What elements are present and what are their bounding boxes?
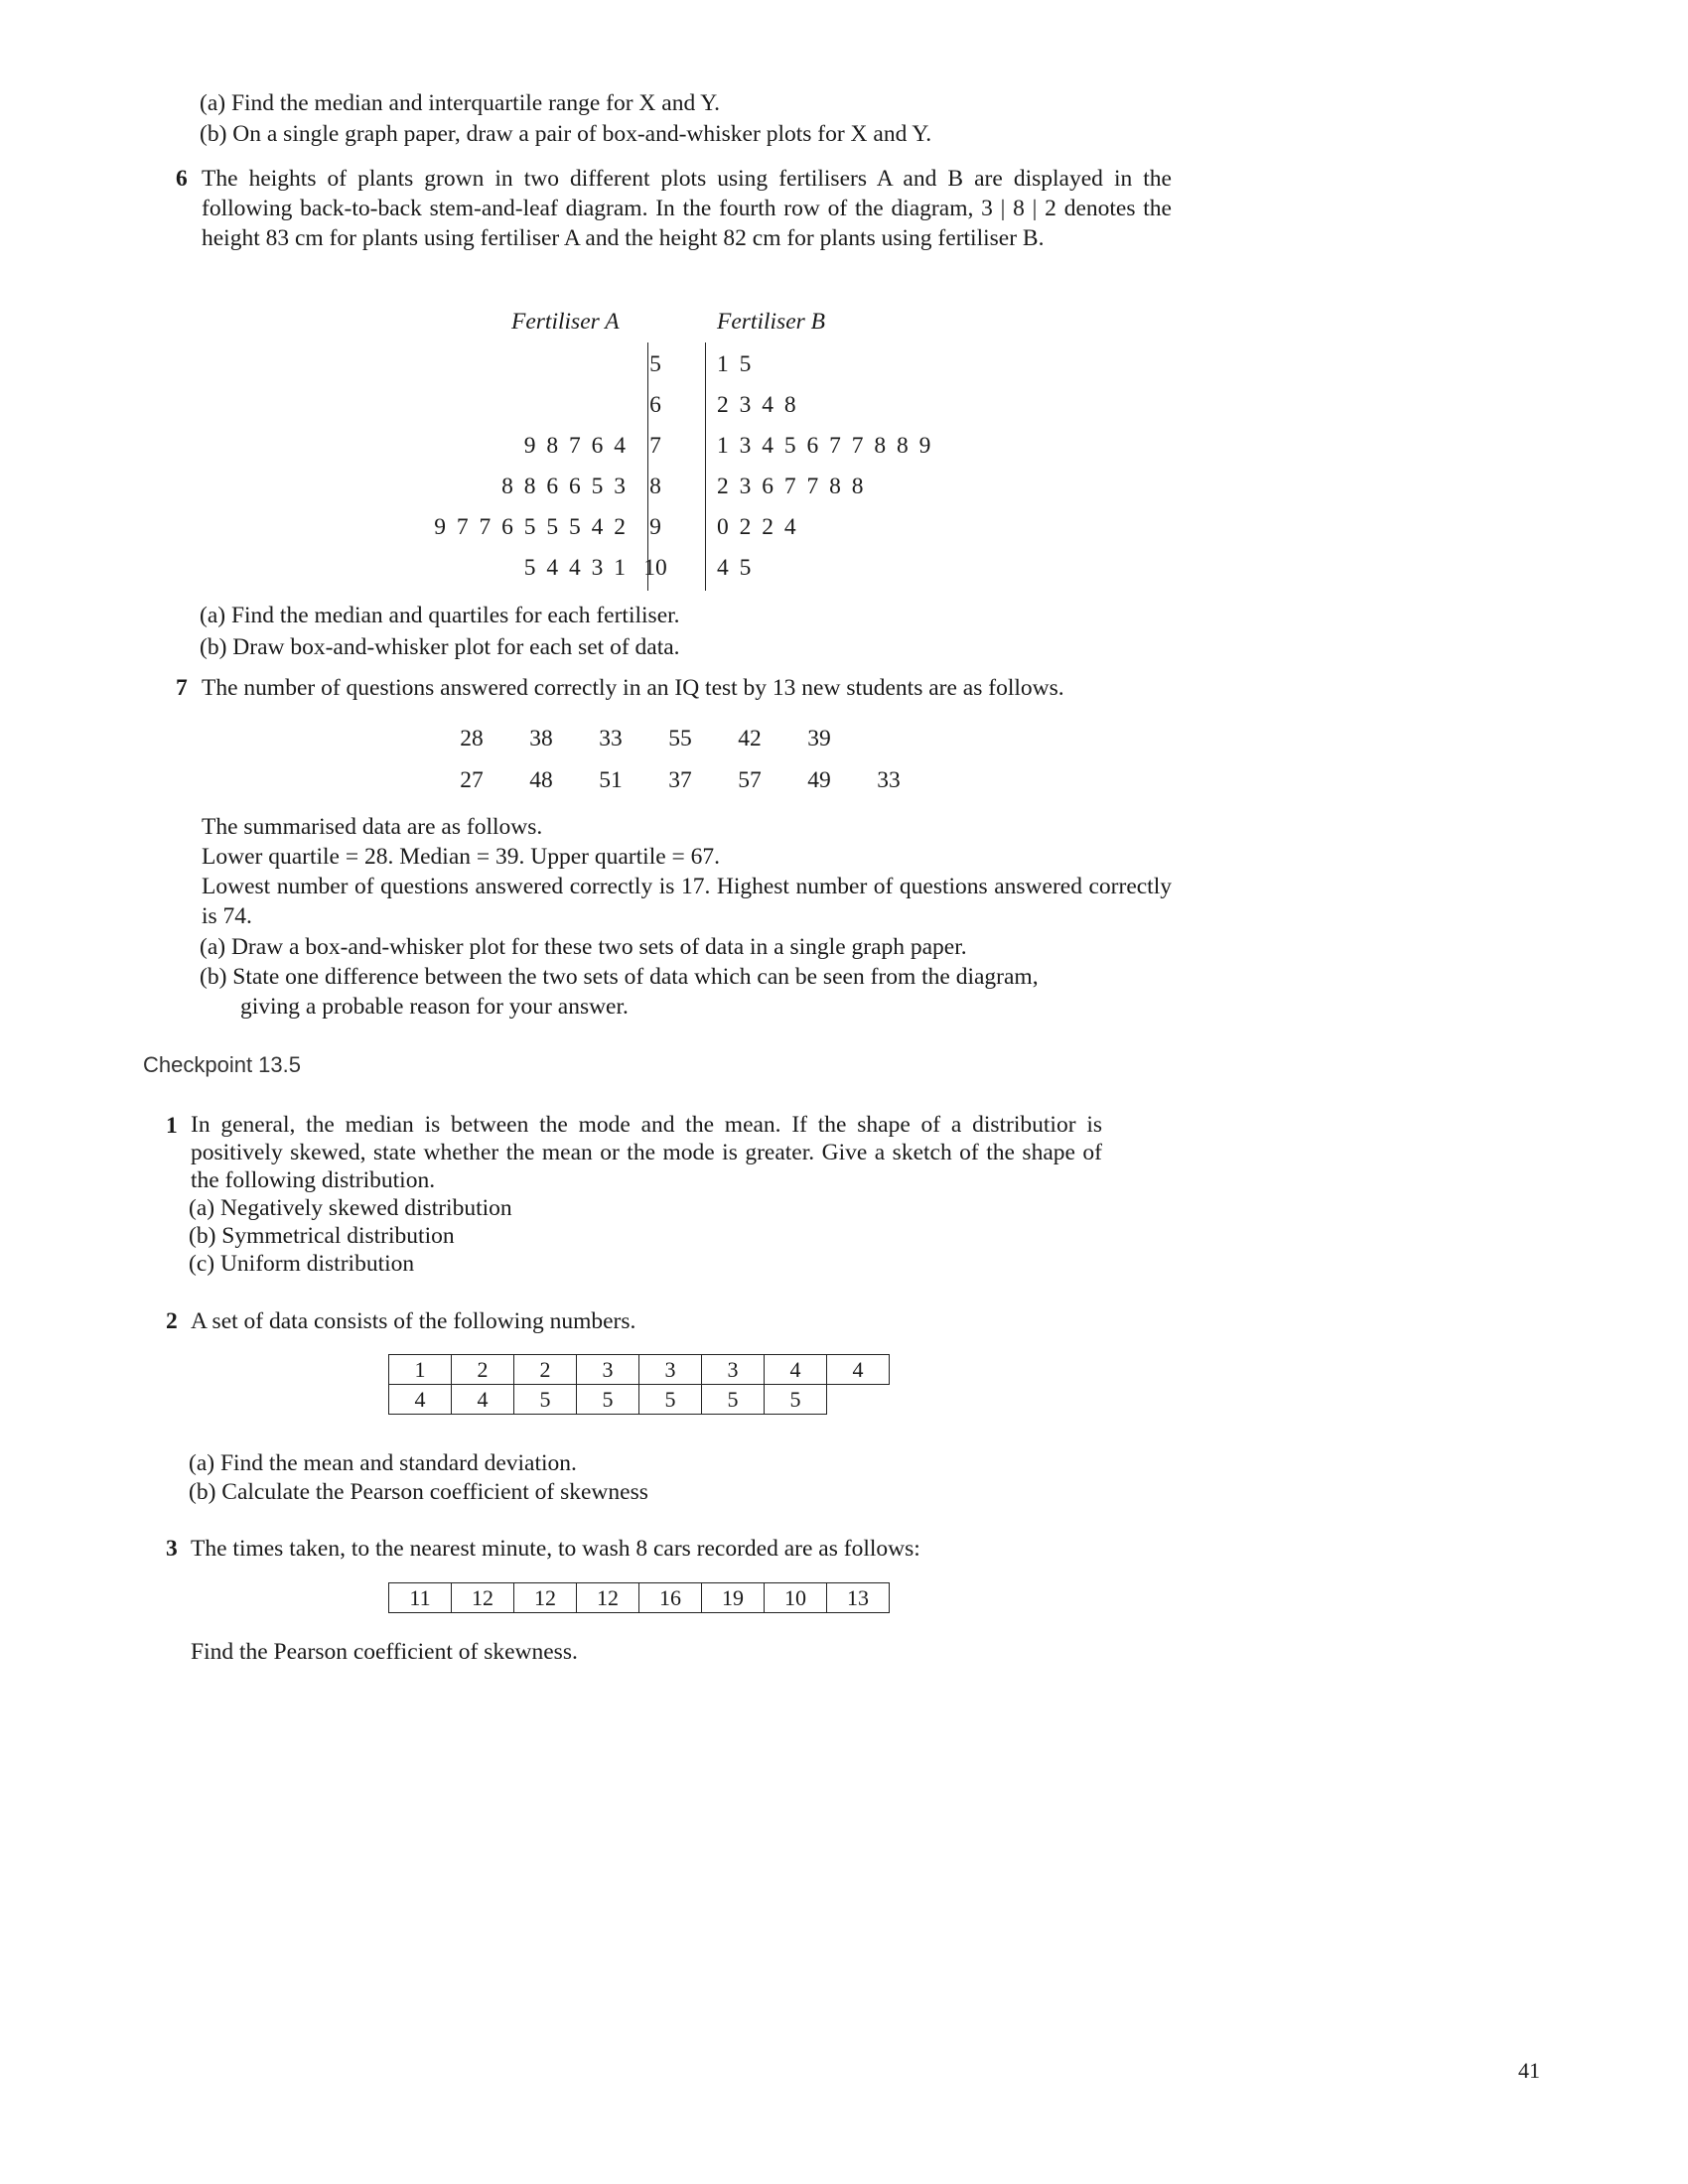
checkpoint-1-part-a: (a) Negatively skewed distribution xyxy=(189,1195,512,1221)
checkpoint-2-part-b: (b) Calculate the Pearson coefficient of skewness xyxy=(189,1479,648,1505)
question-7-part-a: (a) Draw a box-and-whisker plot for these two sets of data in a single graph paper. xyxy=(200,934,967,960)
leaves-a: 9 8 7 6 4 xyxy=(523,433,627,459)
stemleaf-row xyxy=(377,467,993,507)
table-row xyxy=(389,1355,890,1385)
leaves-b: 2 3 4 8 xyxy=(717,392,797,418)
question-6-part-a: (a) Find the median and quartiles for each fertiliser. xyxy=(200,603,680,628)
stemleaf-row xyxy=(377,344,993,385)
checkpoint-1-part-c: (c) Uniform distribution xyxy=(189,1251,415,1277)
table-cell: 3 xyxy=(702,1355,765,1385)
table-cell: 4 xyxy=(452,1385,514,1415)
table-cell: 10 xyxy=(765,1583,827,1613)
leaves-b: 0 2 2 4 xyxy=(717,514,797,540)
checkpoint-2-part-a: (a) Find the mean and standard deviation. xyxy=(189,1450,577,1476)
table-cell: 11 xyxy=(389,1583,452,1613)
summary-extremes: Lowest number of questions answered correctly is 17. Highest number of questions answered correctly is 74. xyxy=(202,874,1172,929)
checkpoint-3-instruction: Find the Pearson coefficient of skewness. xyxy=(191,1639,578,1665)
checkpoint-1-part-b: (b) Symmetrical distribution xyxy=(189,1223,455,1249)
iq-score: 39 xyxy=(807,726,831,751)
iq-score: 55 xyxy=(668,726,692,751)
question-7-text: The number of questions answered correctly in an IQ test by 13 new students are as follows. xyxy=(202,675,1064,701)
times-table xyxy=(388,1582,890,1613)
question-7-number: 7 xyxy=(176,675,188,701)
leaves-b: 1 5 xyxy=(717,351,753,377)
table-cell: 3 xyxy=(577,1355,639,1385)
table-cell: 4 xyxy=(827,1355,890,1385)
prev-part-b: (b) On a single graph paper, draw a pair of box-and-whisker plots for X and Y. xyxy=(200,121,932,147)
table-cell: 5 xyxy=(765,1385,827,1415)
table-cell: 12 xyxy=(452,1583,514,1613)
leaves-b: 1 3 4 5 6 7 7 8 8 9 xyxy=(717,433,932,459)
stem: 5 xyxy=(649,351,661,377)
table-cell: 19 xyxy=(702,1583,765,1613)
leaves-a: 9 7 7 6 5 5 5 4 2 xyxy=(434,514,627,540)
iq-score: 48 xyxy=(529,767,553,793)
table-cell: 5 xyxy=(577,1385,639,1415)
iq-score: 33 xyxy=(599,726,623,751)
stem: 9 xyxy=(649,514,661,540)
iq-score: 37 xyxy=(668,767,692,793)
leaves-b: 2 3 6 7 7 8 8 xyxy=(717,474,865,499)
table-cell: 16 xyxy=(639,1583,702,1613)
table-cell: 3 xyxy=(639,1355,702,1385)
table-cell: 13 xyxy=(827,1583,890,1613)
stem: 7 xyxy=(649,433,661,459)
leaves-a: 8 8 6 6 5 3 xyxy=(501,474,627,499)
leaves-b: 4 5 xyxy=(717,555,753,581)
stem: 6 xyxy=(649,392,661,418)
question-6-text: The heights of plants grown in two different plots using fertilisers A and B are displayed in the following back-to-back stem-and-leaf diagram. In the fourth row of the diagram, 3 | 8 | 2 denotes the height 83 cm for plants using fertiliser A and the height 82 cm for plants using fertiliser B. xyxy=(202,166,1172,251)
stemleaf-row xyxy=(377,426,993,467)
iq-score: 57 xyxy=(738,767,762,793)
question-7-part-b: (b) State one difference between the two sets of data which can be seen from the diagram, xyxy=(200,964,1039,990)
iq-score: 27 xyxy=(460,767,484,793)
stem: 8 xyxy=(649,474,661,499)
stemleaf-header-a: Fertiliser A xyxy=(511,309,620,335)
question-6-part-b: (b) Draw box-and-whisker plot for each set of data. xyxy=(200,634,680,660)
summary-intro: The summarised data are as follows. xyxy=(202,814,543,840)
table-cell: 2 xyxy=(452,1355,514,1385)
question-7-part-b-cont: giving a probable reason for your answer. xyxy=(240,994,629,1020)
table-cell: 2 xyxy=(514,1355,577,1385)
iq-score: 42 xyxy=(738,726,762,751)
checkpoint-3-text: The times taken, to the nearest minute, to wash 8 cars recorded are as follows: xyxy=(191,1536,920,1562)
checkpoint-heading: Checkpoint 13.5 xyxy=(143,1052,301,1077)
stemleaf-header-b: Fertiliser B xyxy=(717,309,825,335)
table-cell: 5 xyxy=(514,1385,577,1415)
checkpoint-2-number: 2 xyxy=(166,1308,178,1334)
table-cell: 5 xyxy=(702,1385,765,1415)
summary-quartiles: Lower quartile = 28. Median = 39. Upper quartile = 67. xyxy=(202,844,721,870)
stemleaf-row xyxy=(377,507,993,548)
table-cell: 5 xyxy=(639,1385,702,1415)
table-cell: 4 xyxy=(765,1355,827,1385)
iq-score: 33 xyxy=(877,767,901,793)
table-cell: 4 xyxy=(389,1385,452,1415)
checkpoint-1-text: In general, the median is between the mode and the mean. If the shape of a distributior is positively skewed, state whether the mean or the mode is greater. Give a sketch of the shape of the following distribution. xyxy=(191,1112,1102,1193)
iq-score: 49 xyxy=(807,767,831,793)
checkpoint-3-number: 3 xyxy=(166,1536,178,1562)
table-cell: 1 xyxy=(389,1355,452,1385)
checkpoint-2-text: A set of data consists of the following numbers. xyxy=(191,1308,636,1334)
iq-score: 28 xyxy=(460,726,484,751)
iq-score: 38 xyxy=(529,726,553,751)
page-number: 41 xyxy=(1518,2058,1540,2083)
stem: 10 xyxy=(643,555,667,581)
stemleaf-row xyxy=(377,385,993,426)
table-cell-empty xyxy=(827,1385,890,1415)
checkpoint-1-number: 1 xyxy=(166,1113,178,1139)
stemleaf-row xyxy=(377,548,993,589)
table-row xyxy=(389,1583,890,1613)
prev-part-a: (a) Find the median and interquartile range for X and Y. xyxy=(200,90,721,116)
table-row xyxy=(389,1385,890,1415)
leaves-a: 5 4 4 3 1 xyxy=(523,555,627,581)
data-table xyxy=(388,1354,890,1415)
question-6-number: 6 xyxy=(176,166,188,192)
iq-score: 51 xyxy=(599,767,623,793)
table-cell: 12 xyxy=(577,1583,639,1613)
table-cell: 12 xyxy=(514,1583,577,1613)
